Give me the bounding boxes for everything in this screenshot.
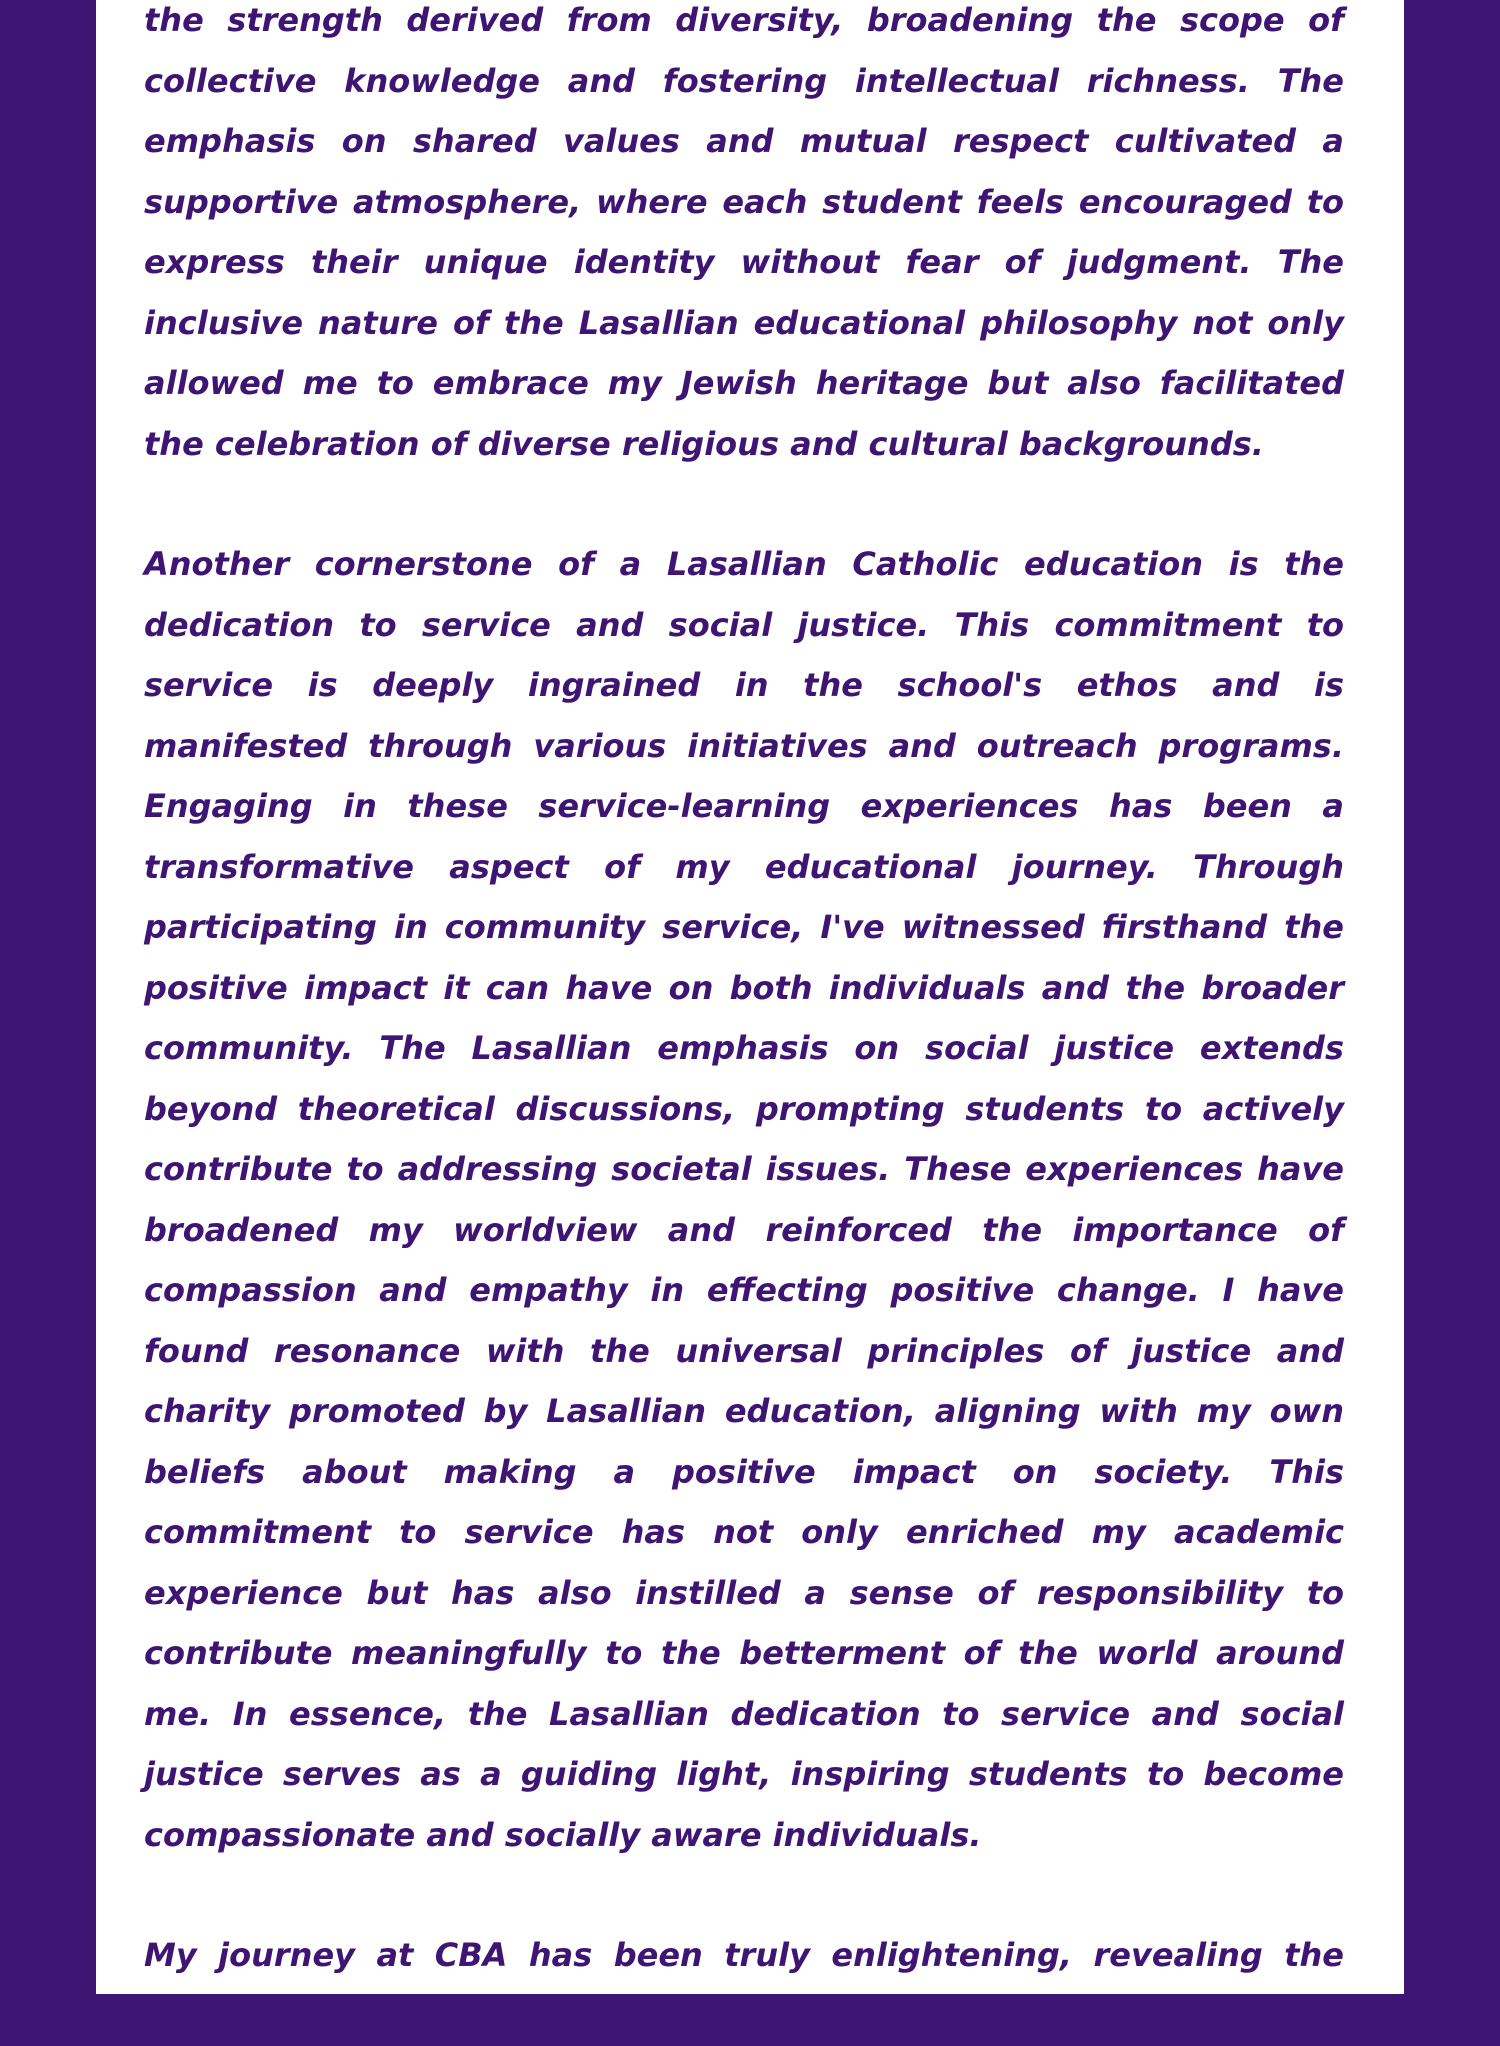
paragraph-service: Another cornerstone of a Lasallian Catholic education is the dedication to service and social justice. This commitment to service is deeply ingrained in the school's ethos and is manifested through various initiatives and outreach programs. Engaging in these service-learning experiences has been a transformative aspect of my educational journey. Through participating in community service, I've witnessed firsthand the positive impact it can have on both individuals and the broader community. The Lasallian emphasis on social justice extends beyond theoretical discussions, prompting students to actively contribute to addressing societal issues. These experiences have broadened my worldview and reinforced the importance of compassion and empathy in effecting positive change. I have found resonance with the universal principles of justice and charity promoted by Lasallian education, aligning with my own beliefs about making a positive impact on society. This commitment to service has not only enriched my academic experience but has also instilled a sense of responsibility to contribute meaningfully to the betterment of the world around me. In essence, the Lasallian dedication to service and social justice serves as a guiding light, inspiring students to become compassionate and socially aware individuals. [144,545,1344,1854]
paragraph-diversity: the strength derived from diversity, broadening the scope of collective knowledge and fostering intellectual richness. The emphasis on shared values and mutual respect cultivated a supportive atmosphere, where each student feels encouraged to express their unique identity without fear of judgment. The inclusive nature of the Lasallian educational philosophy not only allowed me to embrace my Jewish heritage but also facilitated the celebration of diverse religious and cultural backgrounds. [144,1,1344,463]
document-page [96,0,1404,2035]
paragraph-journey: My journey at CBA has been truly enlightening, revealing the universal importance of a Lasallian Catholic education. The [144,1936,1344,2035]
